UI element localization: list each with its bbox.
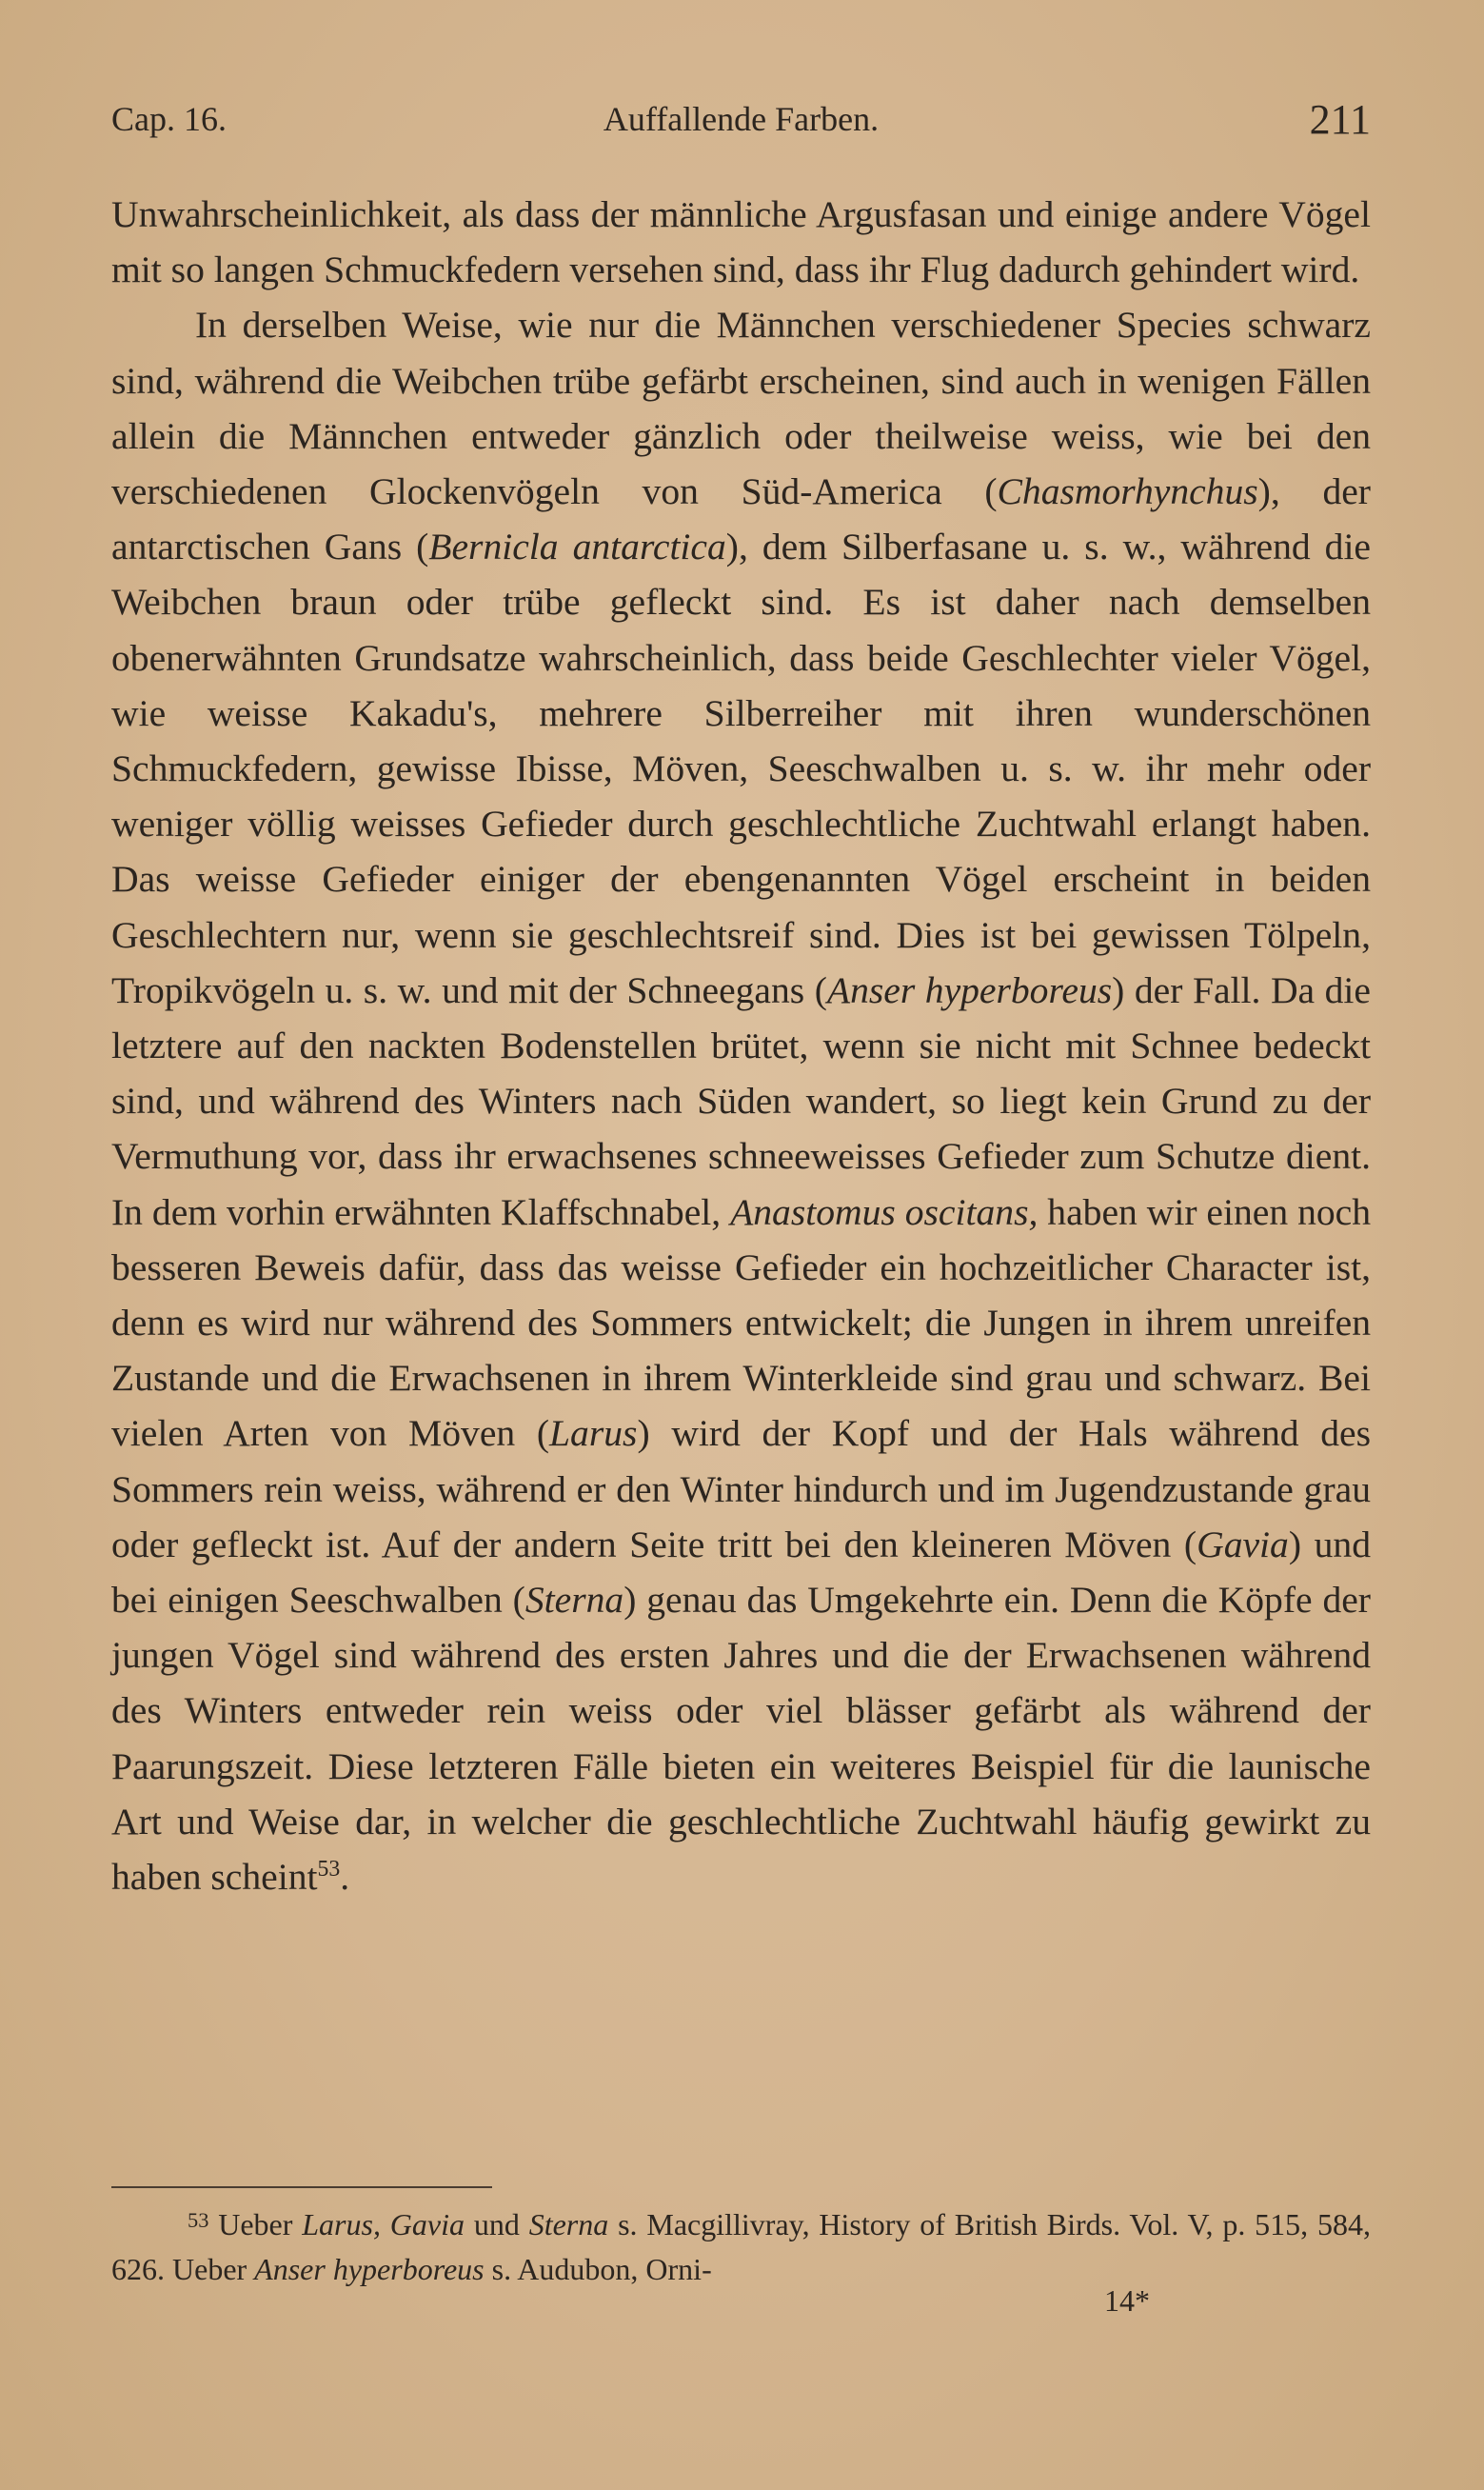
footnote-number: 53 — [188, 2208, 209, 2232]
taxon-name: Sterna — [528, 2206, 609, 2241]
taxon-name: Anser hyperboreus — [254, 2251, 485, 2286]
main-text — [111, 187, 1371, 1904]
taxon-name: Gavia — [1197, 1523, 1289, 1565]
taxon-name: Chasmorhynchus — [997, 470, 1258, 513]
footnote-divider — [111, 2186, 492, 2188]
paragraph-1: Unwahrscheinlichkeit, als dass der männliche Argusfasan und einige andere Vögel mit so langen Schmuckfedern versehen sind, dass ihr Flug dadurch gehindert wird. — [111, 193, 1371, 291]
taxon-name: Larus — [549, 1412, 638, 1455]
taxon-name: Anser hyperboreus — [826, 968, 1113, 1011]
taxon-name: Anastomus oscitans, — [730, 1190, 1039, 1233]
page-number: 211 — [1309, 96, 1371, 143]
signature-mark: 14* — [1104, 2283, 1150, 2318]
taxon-name: Sterna — [524, 1579, 624, 1622]
running-header — [111, 96, 1371, 156]
paragraph-2: In derselben Weise, wie nur die Männchen verschiedener Species schwarz sind, während die Weibchen trübe gefärbt erscheinen, sind auch in wenigen Fällen allein die Männchen entweder gänzlich oder theilweise weiss, wie bei den verschiedenen Glockenvögeln von Süd-America (Chasmorhynchus), der antarctischen Gans (Bernicla antarctica), dem Silberfasane u. s. w., während die Weibchen braun oder trübe gefleckt sind. Es ist daher nach demselben obenerwähnten Grundsatze wahrscheinlich, dass beide Geschlechter vieler Vögel, wie weisse Kakadu's, mehrere Silberreiher mit ihren wunderschönen Schmuckfedern, gewisse Ibisse, Möven, Seeschwalben u. s. w. ihr mehr oder weniger völlig weisses Gefieder durch geschlechtliche Zuchtwahl erlangt haben. Das weisse Gefieder einiger der ebengenannten Vögel erscheint in beiden Geschlechtern nur, wenn sie geschlechtsreif sind. Dies ist bei gewissen Tölpeln, Tropikvögeln u. s. w. und mit der Schneegans (Anser hyperboreus) der Fall. Da die letztere auf den nackten Bodenstellen brütet, wenn sie nicht mit Schnee bedeckt sind, und während des Winters nach Süden wandert, so liegt kein Grund zu der Vermuthung vor, dass ihr erwachsenes schneeweisses Gefieder zum Schutze dient. In dem vorhin erwähnten Klaffschnabel, Anastomus oscitans, haben wir einen noch besseren Beweis dafür, dass das weisse Gefieder ein hochzeitlicher Character ist, denn es wird nur während des Sommers entwickelt; die Jungen in ihrem unreifen Zustande und die Erwachsenen in ihrem Winterkleide sind grau und schwarz. Bei vielen Arten von Möven (Larus) wird der Kopf und der Hals während des Sommers rein weiss, während er den Winter hindurch und im Jugendzustande grau oder gefleckt ist. Auf der andern Seite tritt bei den kleineren Möven (Gavia) und bei einigen Seeschwalben (Sterna) genau das Umgekehrte ein. Denn die Köpfe der jungen Vögel sind während des ersten Jahres und die der Erwachsenen während des Winters entweder rein weiss oder viel blässer gefärbt als während der Paarungszeit. Diese letzteren Fälle bieten ein weiteres Beispiel für die launische Art und Weise dar, in welcher die geschlechtliche Zuchtwahl häufig gewirkt zu haben scheint$^{53}$. — [111, 304, 1372, 1899]
taxon-name: Bernicla antarctica — [428, 526, 726, 568]
footnote: $^{53}$ Ueber Larus, Gavia und Sterna s. Macgillivray, History of British Birds. Vol. V, p. 515, 584, 626. Ueber Anser hyperboreus s. Audubon, Orni- — [111, 2206, 1371, 2286]
taxon-name: Larus, Gavia — [302, 2206, 465, 2241]
chapter-label: Cap. 16. — [111, 100, 227, 138]
footnote-reference: 53 — [317, 1856, 341, 1882]
running-title: Auffallende Farben. — [603, 100, 880, 138]
